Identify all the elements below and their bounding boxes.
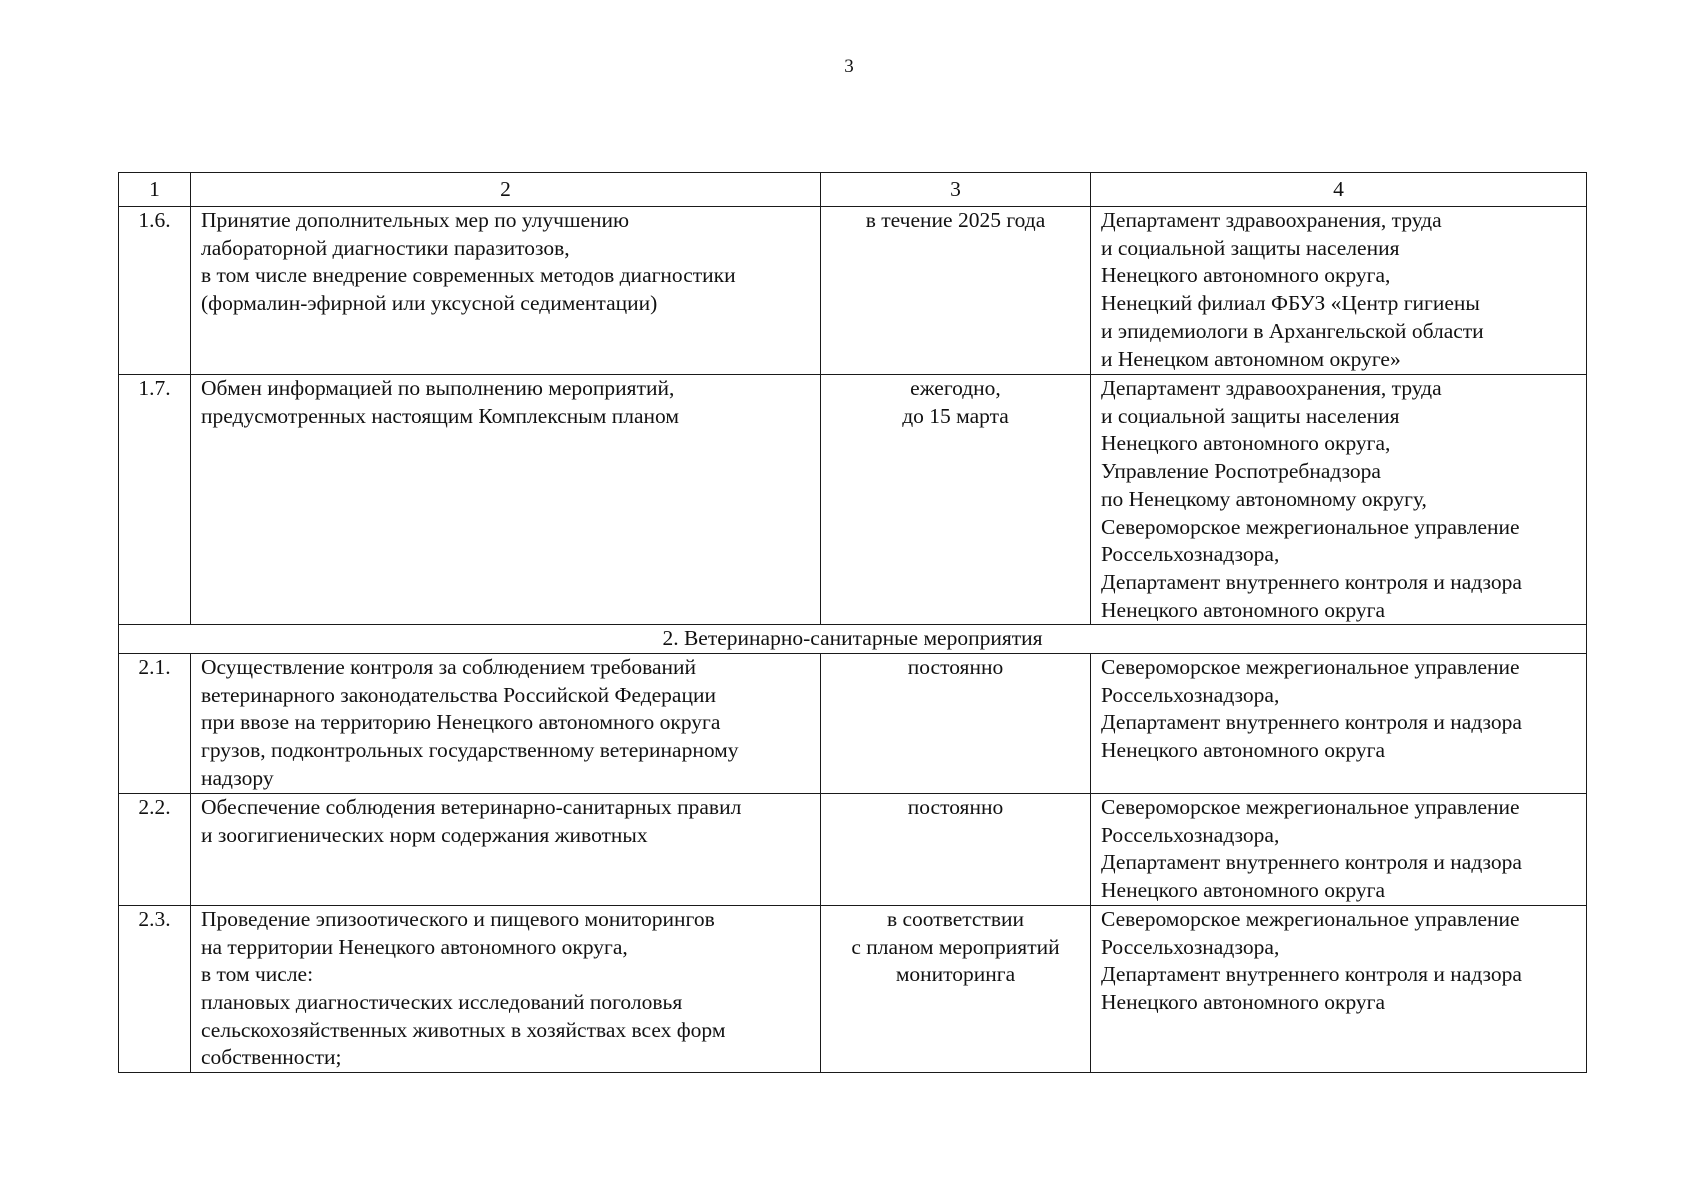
text-line: Департамент внутреннего контроля и надзора xyxy=(1101,569,1522,594)
text-line: Ненецкого автономного округа, xyxy=(1101,431,1391,456)
text-line: Департамент внутреннего контроля и надзора xyxy=(1101,850,1522,875)
row-number: 2.1. xyxy=(119,654,191,794)
plan-table xyxy=(118,172,1587,1073)
responsible-cell xyxy=(1091,794,1587,906)
text-line: ежегодно, xyxy=(910,376,1001,400)
text-line: Россельхознадзора, xyxy=(1101,542,1280,567)
text-line: и зоогигиенических норм содержания животных xyxy=(201,822,648,847)
text-line: ветеринарного законодательства Российской Федерации xyxy=(201,682,716,707)
table-row xyxy=(119,794,1587,906)
term-cell xyxy=(821,207,1091,375)
responsible-cell xyxy=(1091,905,1587,1072)
activity-cell xyxy=(191,905,821,1072)
text-line: при ввозе на территорию Ненецкого автономного округа xyxy=(201,710,721,735)
text-line: в том числе внедрение современных методов диагностики xyxy=(201,263,736,288)
text-line: в том числе: xyxy=(201,962,314,987)
text-line: Россельхознадзора, xyxy=(1101,822,1280,847)
text-line: Департамент внутреннего контроля и надзора xyxy=(1101,962,1522,987)
header-row xyxy=(119,173,1587,207)
responsible-cell xyxy=(1091,207,1587,375)
text-line: лабораторной диагностики паразитозов, xyxy=(201,235,570,260)
section-row xyxy=(119,625,1587,654)
text-line: до 15 марта xyxy=(902,403,1009,428)
text-line: Осуществление контроля за соблюдением требований xyxy=(201,655,697,680)
text-line: Ненецкого автономного округа xyxy=(1101,878,1386,903)
text-line: Управление Роспотребнадзора xyxy=(1101,459,1381,484)
text-line: мониторинга xyxy=(895,962,1016,987)
text-line: (формалин-эфирной или уксусной седиментации) xyxy=(201,291,658,316)
text-line: Ненецкого автономного округа xyxy=(1101,597,1386,622)
row-number: 1.6. xyxy=(119,207,191,375)
header-col-2: 2 xyxy=(191,173,821,207)
row-number: 1.7. xyxy=(119,375,191,625)
text-line: Обеспечение соблюдения ветеринарно-санитарных правил xyxy=(201,795,742,820)
term-cell xyxy=(821,375,1091,625)
table-row xyxy=(119,207,1587,375)
section-title: 2. Ветеринарно-санитарные мероприятия xyxy=(119,625,1587,654)
text-line: на территории Ненецкого автономного округа, xyxy=(201,934,628,959)
text-line: Департамент внутреннего контроля и надзора xyxy=(1101,710,1522,735)
activity-cell xyxy=(191,654,821,794)
text-line: Ненецкий филиал ФБУЗ «Центр гигиены xyxy=(1101,291,1480,316)
text-line: Ненецкого автономного округа, xyxy=(1101,263,1391,288)
text-line: плановых диагностических исследований поголовья xyxy=(201,989,683,1014)
text-line: и Ненецком автономном округе» xyxy=(1101,346,1401,371)
text-line: предусмотренных настоящим Комплексным планом xyxy=(201,403,679,428)
header-col-3: 3 xyxy=(821,173,1091,207)
text-line: Североморское межрегиональное управление xyxy=(1101,795,1520,820)
table-row xyxy=(119,654,1587,794)
text-line: Североморское межрегиональное управление xyxy=(1101,514,1520,539)
term-cell xyxy=(821,905,1091,1072)
text-line: постоянно xyxy=(907,795,1004,820)
text-line: постоянно xyxy=(907,655,1004,680)
text-line: в течение 2025 года xyxy=(865,208,1046,232)
text-line: и социальной защиты населения xyxy=(1101,403,1400,428)
header-col-1: 1 xyxy=(119,173,191,207)
page-number: 3 xyxy=(844,56,854,77)
table-row xyxy=(119,375,1587,625)
text-line: и социальной защиты населения xyxy=(1101,235,1400,260)
activity-cell xyxy=(191,375,821,625)
term-cell xyxy=(821,794,1091,906)
table-row xyxy=(119,905,1587,1072)
row-number: 2.2. xyxy=(119,794,191,906)
text-line: с планом мероприятий xyxy=(851,934,1060,959)
activity-cell xyxy=(191,207,821,375)
text-line: Североморское межрегиональное управление xyxy=(1101,655,1520,680)
text-line: сельскохозяйственных животных в хозяйствах всех форм xyxy=(201,1017,726,1042)
text-line: Североморское межрегиональное управление xyxy=(1101,906,1520,931)
term-cell xyxy=(821,654,1091,794)
text-line: Ненецкого автономного округа xyxy=(1101,738,1386,763)
text-line: по Ненецкому автономному округу, xyxy=(1101,486,1427,511)
text-line: Ненецкого автономного округа xyxy=(1101,989,1386,1014)
text-line: Россельхознадзора, xyxy=(1101,682,1280,707)
row-number: 2.3. xyxy=(119,905,191,1072)
text-line: Россельхознадзора, xyxy=(1101,934,1280,959)
responsible-cell xyxy=(1091,654,1587,794)
text-line: Обмен информацией по выполнению мероприятий, xyxy=(201,376,675,400)
text-line: Департамент здравоохранения, труда xyxy=(1101,376,1442,400)
text-line: надзору xyxy=(201,765,274,790)
activity-cell xyxy=(191,794,821,906)
responsible-cell xyxy=(1091,375,1587,625)
text-line: Проведение эпизоотического и пищевого мониторингов xyxy=(201,906,715,931)
text-line: грузов, подконтрольных государственному ветеринарному xyxy=(201,738,739,763)
text-line: Департамент здравоохранения, труда xyxy=(1101,208,1442,232)
header-col-4: 4 xyxy=(1091,173,1587,207)
text-line: и эпидемиологи в Архангельской области xyxy=(1101,318,1484,343)
text-line: собственности; xyxy=(201,1045,342,1070)
text-line: Принятие дополнительных мер по улучшению xyxy=(201,208,630,232)
text-line: в соответствии xyxy=(886,906,1024,931)
